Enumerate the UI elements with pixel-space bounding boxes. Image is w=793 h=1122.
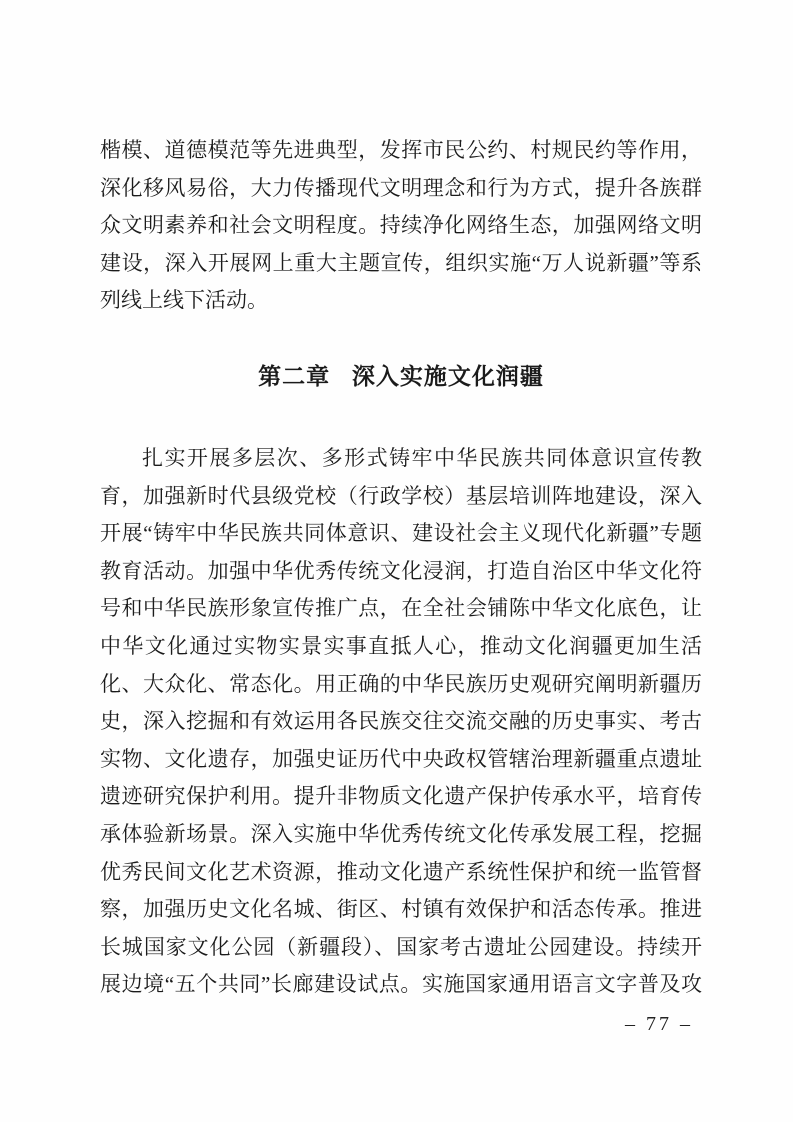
- text-line: 实物、文化遗存，加强史证历代中央政权管辖治理新疆重点遗址: [100, 746, 702, 771]
- chapter-heading: [100, 358, 702, 396]
- text-line: 列线上线下活动。: [100, 288, 268, 313]
- text-line: 化、大众化、常态化。用正确的中华民族历史观研究阐明新疆历: [100, 671, 702, 696]
- chapter-label: 第二章: [258, 364, 331, 389]
- text-line: 察，加强历史文化名城、街区、村镇有效保护和活态传承。推进: [100, 897, 702, 922]
- text-line: 育，加强新时代县级党校（行政学校）基层培训阵地建设，深入: [100, 483, 702, 508]
- intro-paragraph: [100, 132, 702, 320]
- text-line: 深化移风易俗，大力传播现代文明理念和行为方式，提升各族群: [100, 175, 702, 200]
- text-line: 优秀民间文化艺术资源，推动文化遗产系统性保护和统一监管督: [100, 859, 702, 884]
- text-line: 教育活动。加强中华优秀传统文化浸润，打造自治区中华文化符: [100, 558, 702, 583]
- text-line: 众文明素养和社会文明程度。持续净化网络生态，加强网络文明: [100, 213, 702, 238]
- text-line: 楷模、道德模范等先进典型，发挥市民公约、村规民约等作用，: [100, 138, 702, 162]
- chapter-title: 深入实施文化润疆: [351, 364, 544, 389]
- text-line: 扎实开展多层次、多形式铸牢中华民族共同体意识宣传教: [142, 446, 702, 470]
- text-line: 史，深入挖掘和有效运用各民族交往交流交融的历史事实、考古: [100, 709, 702, 734]
- text-line: 展边境“五个共同”长廊建设试点。实施国家通用语言文字普及攻: [100, 972, 702, 997]
- text-line: 承体验新场景。深入实施中华优秀传统文化传承发展工程，挖掘: [100, 821, 702, 846]
- body-paragraph: [100, 440, 702, 1004]
- text-line: 号和中华民族形象宣传推广点，在全社会铺陈中华文化底色，让: [100, 596, 702, 621]
- text-line: 建设，深入开展网上重大主题宣传，组织实施“万人说新疆”等系: [100, 250, 702, 275]
- text-line: 遗迹研究保护利用。提升非物质文化遗产保护传承水平，培育传: [100, 784, 702, 809]
- text-line: 中华文化通过实物实景实事直抵人心，推动文化润疆更加生活: [100, 633, 702, 658]
- page-number: – 77 –: [625, 1013, 693, 1035]
- text-line: 开展“铸牢中华民族共同体意识、建设社会主义现代化新疆”专题: [100, 521, 702, 546]
- text-line: 长城国家文化公园（新疆段）、国家考古遗址公园建设。持续开: [100, 934, 702, 959]
